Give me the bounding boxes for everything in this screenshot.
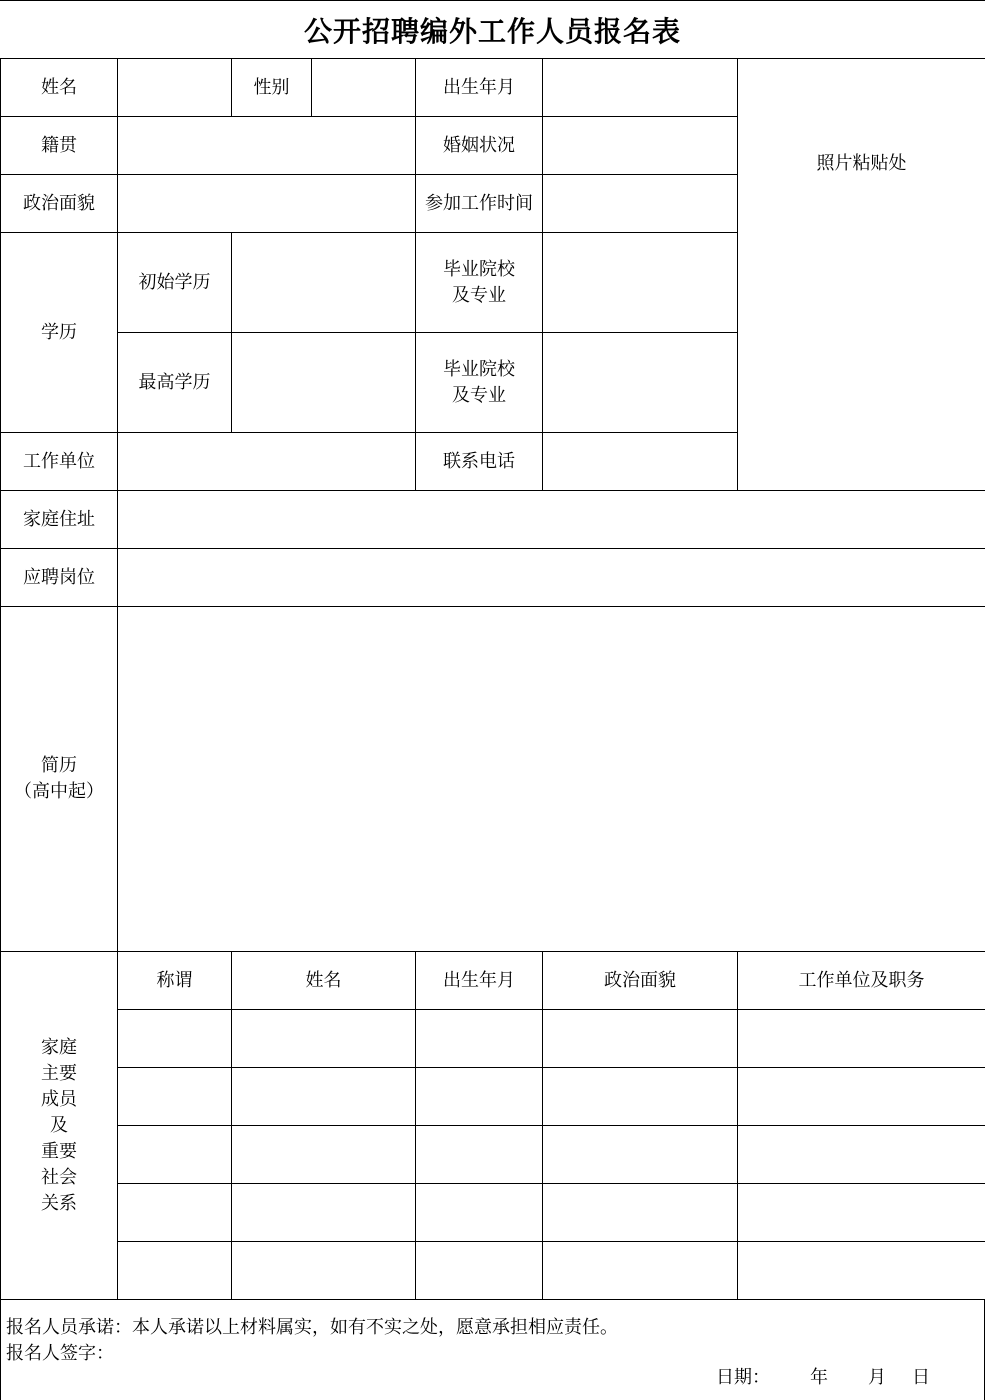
family-cell-relation[interactable]: [118, 1010, 232, 1068]
form-title: 公开招聘编外工作人员报名表: [0, 0, 985, 58]
field-gender[interactable]: [312, 59, 416, 117]
family-cell-employer[interactable]: [738, 1242, 985, 1300]
label-political: 政治面貌: [1, 175, 118, 233]
family-cell-political[interactable]: [543, 1184, 738, 1242]
family-cell-name[interactable]: [232, 1068, 416, 1126]
label-education: 学历: [1, 233, 118, 433]
photo-box[interactable]: [738, 59, 985, 491]
label-marital: 婚姻状况: [416, 117, 543, 175]
family-header: 政治面貌: [543, 952, 738, 1010]
family-row: [1, 1068, 985, 1126]
family-cell-name[interactable]: [232, 1010, 416, 1068]
family-cell-political[interactable]: [543, 1242, 738, 1300]
signature-label: 报名人签字：: [6, 1343, 114, 1364]
label-highest-edu: 最高学历: [118, 333, 232, 433]
family-cell-birth[interactable]: [416, 1010, 543, 1068]
family-cell-birth[interactable]: [416, 1242, 543, 1300]
label-gender: 性别: [232, 59, 312, 117]
label-birth: 出生年月: [416, 59, 543, 117]
label-initial-edu: 初始学历: [118, 233, 232, 333]
family-cell-relation[interactable]: [118, 1126, 232, 1184]
field-school-major-1[interactable]: [543, 233, 738, 333]
family-cell-relation[interactable]: [118, 1068, 232, 1126]
family-cell-birth[interactable]: [416, 1126, 543, 1184]
family-cell-name[interactable]: [232, 1242, 416, 1300]
family-cell-political[interactable]: [543, 1068, 738, 1126]
family-cell-employer[interactable]: [738, 1184, 985, 1242]
label-name: 姓名: [1, 59, 118, 117]
family-cell-employer[interactable]: [738, 1068, 985, 1126]
field-resume[interactable]: [118, 607, 985, 952]
family-header: 出生年月: [416, 952, 543, 1010]
pledge-text: 报名人员承诺：本人承诺以上材料属实，如有不实之处，愿意承担相应责任。: [6, 1317, 618, 1338]
family-row: [1, 1184, 985, 1242]
field-employer[interactable]: [118, 433, 416, 491]
date-line: [716, 1363, 930, 1389]
label-employer: 工作单位: [1, 433, 118, 491]
field-work-start[interactable]: [543, 175, 738, 233]
footer: [0, 1299, 985, 1400]
date-year: 年: [810, 1367, 828, 1388]
family-header: 姓名: [232, 952, 416, 1010]
family-cell-employer[interactable]: [738, 1126, 985, 1184]
family-header: 工作单位及职务: [738, 952, 985, 1010]
field-initial-edu[interactable]: [232, 233, 416, 333]
date-day: 日: [912, 1367, 930, 1388]
label-family: 家庭 主要 成员 及 重要 社会 关系: [1, 952, 118, 1300]
family-row: [1, 1242, 985, 1300]
label-resume: 简历 （高中起）: [1, 607, 118, 952]
field-school-major-2[interactable]: [543, 333, 738, 433]
field-address[interactable]: [118, 491, 985, 549]
label-phone: 联系电话: [416, 433, 543, 491]
family-cell-employer[interactable]: [738, 1010, 985, 1068]
form-table: [0, 58, 985, 1300]
family-cell-relation[interactable]: [118, 1184, 232, 1242]
label-school-major-2: 毕业院校 及专业: [416, 333, 543, 433]
label-work-start: 参加工作时间: [416, 175, 543, 233]
family-cell-birth[interactable]: [416, 1184, 543, 1242]
field-phone[interactable]: [543, 433, 985, 491]
label-position: 应聘岗位: [1, 549, 118, 607]
family-cell-political[interactable]: [543, 1010, 738, 1068]
family-cell-name[interactable]: [232, 1184, 416, 1242]
date-label: 日期：: [716, 1367, 770, 1388]
family-header: 称谓: [118, 952, 232, 1010]
field-highest-edu[interactable]: [232, 333, 416, 433]
field-marital[interactable]: [543, 117, 738, 175]
field-position[interactable]: [118, 549, 985, 607]
family-cell-political[interactable]: [543, 1126, 738, 1184]
label-address: 家庭住址: [1, 491, 118, 549]
family-cell-name[interactable]: [232, 1126, 416, 1184]
family-cell-birth[interactable]: [416, 1068, 543, 1126]
field-native-place[interactable]: [118, 117, 416, 175]
label-school-major-1: 毕业院校 及专业: [416, 233, 543, 333]
family-cell-relation[interactable]: [118, 1242, 232, 1300]
family-row: [1, 1126, 985, 1184]
photo-label: 照片粘贴处: [816, 152, 907, 174]
family-row: [1, 1010, 985, 1068]
field-political[interactable]: [118, 175, 416, 233]
field-birth[interactable]: [543, 59, 738, 117]
date-month: 月: [868, 1367, 886, 1388]
label-native-place: 籍贯: [1, 117, 118, 175]
field-name[interactable]: [118, 59, 232, 117]
